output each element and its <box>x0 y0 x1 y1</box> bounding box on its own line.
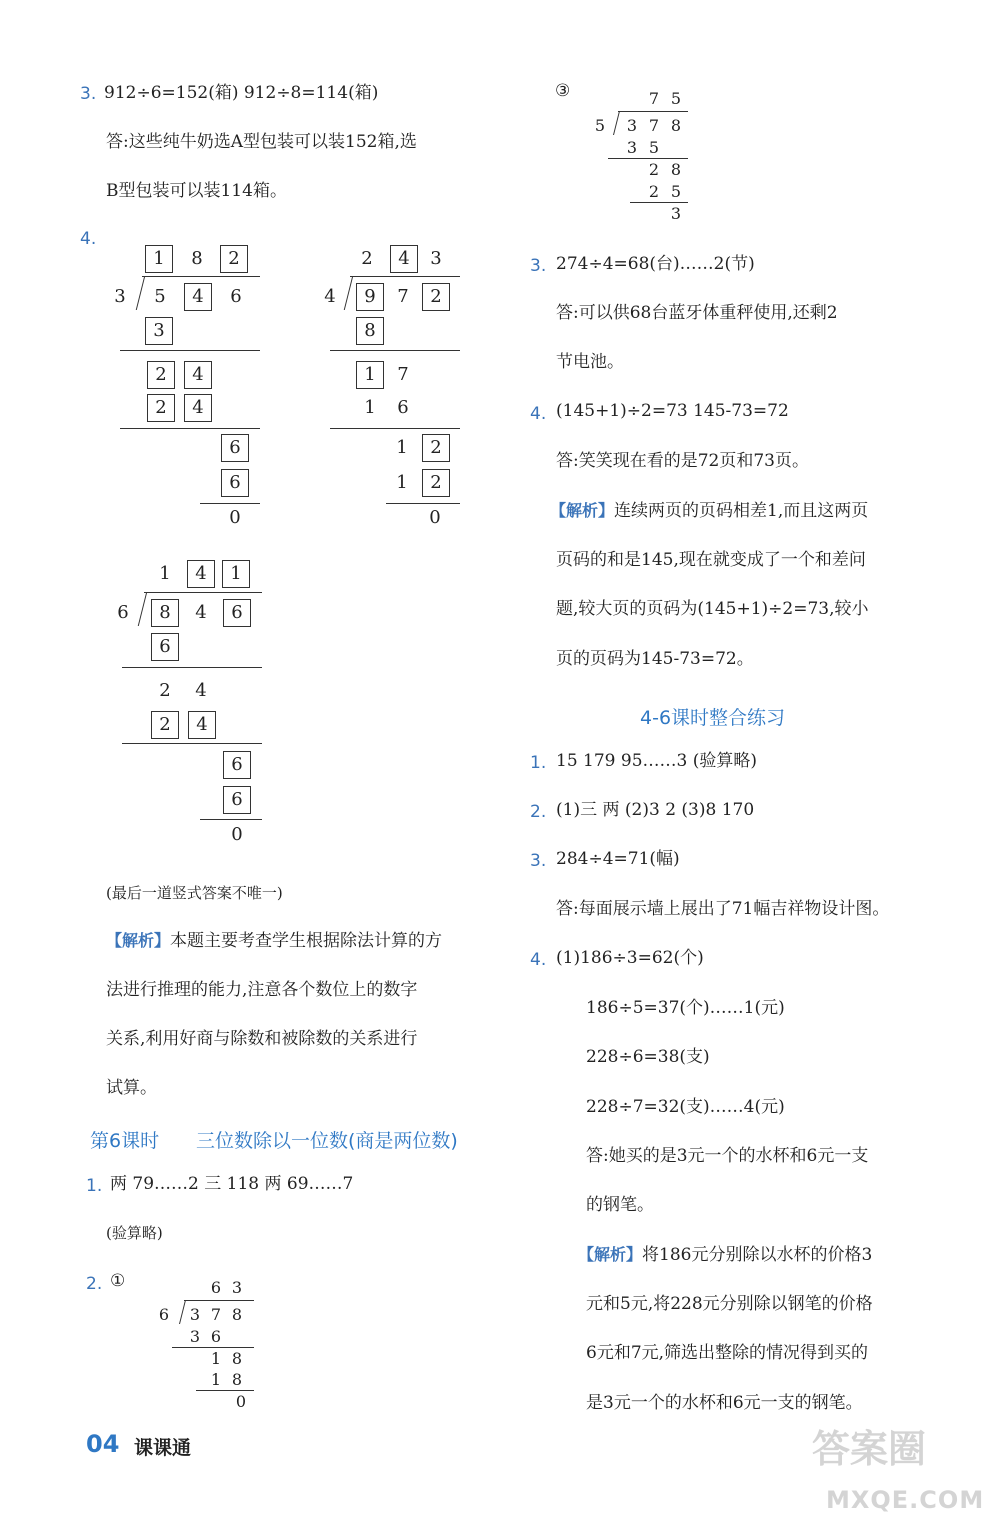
dividend-digit: 4 <box>192 286 204 307</box>
quotient-digit: 4 <box>398 248 410 269</box>
remainder: 0 <box>231 824 243 845</box>
quotient-digit: 1 <box>153 248 165 269</box>
question-number: 1. <box>530 753 547 773</box>
step-digit: 1 <box>364 397 376 418</box>
analysis-line: 6元和7元,筛选出整除的情况得到买的 <box>586 1343 869 1363</box>
note: (最后一道竖式答案不唯一) <box>106 884 283 902</box>
watermark-logo: 答案圈 <box>812 1427 927 1471</box>
section-title: 4-6课时整合练习 <box>640 707 786 729</box>
dividend-digit: 7 <box>210 1305 222 1324</box>
dividend-digit: 8 <box>670 116 682 135</box>
answer-line: 节电池。 <box>556 352 624 372</box>
quotient-digit: 1 <box>159 563 171 584</box>
quotient-digit: 4 <box>195 563 207 584</box>
quotient-digit: 2 <box>228 248 240 269</box>
answer-line: 两 79……2 三 118 两 69……7 <box>110 1174 354 1194</box>
analysis-line: 【 解析 】 将186元分别除以水杯的价格3 <box>578 1244 872 1266</box>
remainder: 0 <box>229 507 241 528</box>
question-number: 2. <box>86 1274 103 1294</box>
step-digit: 4 <box>195 680 207 701</box>
watermark-url: MXQE.COM <box>826 1486 985 1514</box>
quotient-digit: 5 <box>670 89 682 108</box>
step-digit: 1 <box>396 472 408 493</box>
remainder: 3 <box>670 204 682 223</box>
step-digit: 4 <box>192 364 204 385</box>
step-digit: 8 <box>670 160 682 179</box>
analysis-line: 题,较大页的页码为(145+1)÷2=73,较小 <box>556 599 869 619</box>
step-digit: 2 <box>648 160 660 179</box>
step-digit: 1 <box>364 364 376 385</box>
analysis-line: 元和5元,将228元分别除以钢笔的价格 <box>586 1294 873 1314</box>
step-digit: 2 <box>159 680 171 701</box>
page-number: 04 <box>86 1430 120 1458</box>
quotient-digit: 1 <box>230 563 242 584</box>
quotient-digit: 2 <box>361 248 373 269</box>
step-digit: 2 <box>155 397 167 418</box>
dividend-digit: 8 <box>231 1305 243 1324</box>
quotient-digit: 8 <box>191 248 203 269</box>
equation: 228÷7=32(支)……4(元) <box>586 1097 785 1117</box>
analysis-tag: 【 解析 】 <box>578 1245 642 1264</box>
question-number: 3. <box>530 256 547 276</box>
sub-label: ① <box>110 1271 126 1291</box>
analysis-line: 法进行推理的能力,注意各个数位上的数字 <box>106 980 418 1000</box>
step-digit: 8 <box>231 1349 243 1368</box>
answer-line: 答:这些纯牛奶选A型包装可以装152箱,选 <box>106 132 417 152</box>
dividend-digit: 5 <box>154 286 166 307</box>
step-digit: 3 <box>626 138 638 157</box>
step-digit: 6 <box>229 437 241 458</box>
step-digit: 3 <box>189 1327 201 1346</box>
equation: 228÷6=38(支) <box>586 1047 710 1067</box>
equation: (1)186÷3=62(个) <box>556 948 704 968</box>
answer-line: (1)三 两 (2)3 2 (3)8 170 <box>556 800 755 820</box>
quotient-digit: 3 <box>231 1278 243 1297</box>
equation: 186÷5=37(个)……1(元) <box>586 998 785 1018</box>
step-digit: 2 <box>430 437 442 458</box>
step-digit: 7 <box>397 364 409 385</box>
analysis-line: 页的页码为145-73=72。 <box>556 649 754 669</box>
equation: (145+1)÷2=73 145-73=72 <box>556 401 789 421</box>
book-title: 课课通 <box>134 1437 192 1459</box>
step-digit: 1 <box>396 437 408 458</box>
step-digit: 1 <box>210 1349 222 1368</box>
question-number: 1. <box>86 1176 103 1196</box>
dividend-digit: 2 <box>430 286 442 307</box>
divisor: 5 <box>594 116 606 135</box>
dividend-digit: 7 <box>648 116 660 135</box>
quotient-digit: 6 <box>210 1278 222 1297</box>
step-digit: 2 <box>155 364 167 385</box>
step-digit: 3 <box>153 320 165 341</box>
question-number: 3. <box>80 84 97 104</box>
dividend-digit: 8 <box>159 602 171 623</box>
divisor: 6 <box>158 1305 170 1324</box>
analysis-line: 是3元一个的水杯和6元一支的钢笔。 <box>586 1393 863 1413</box>
answer-line: 答:可以供68台蓝牙体重秤使用,还剩2 <box>556 303 838 323</box>
answer-line: 答:笑笑现在看的是72页和73页。 <box>556 451 809 471</box>
step-digit: 6 <box>231 789 243 810</box>
question-number: 4. <box>530 950 547 970</box>
equation: 274÷4=68(台)……2(节) <box>556 254 755 274</box>
analysis-line: 【 解析 】 本题主要考查学生根据除法计算的方 <box>106 930 442 952</box>
step-digit: 4 <box>192 397 204 418</box>
dividend-digit: 7 <box>397 286 409 307</box>
step-digit: 4 <box>196 714 208 735</box>
divisor: 6 <box>117 602 129 623</box>
answer-line: 15 179 95……3 (验算略) <box>556 751 758 771</box>
analysis-line: 页码的和是145,现在就变成了一个和差问 <box>556 550 866 570</box>
analysis-line: 关系,利用好商与除数和被除数的关系进行 <box>106 1029 418 1049</box>
quotient-digit: 7 <box>648 89 660 108</box>
analysis-line: 【 解析 】 连续两页的页码相差1,而且这两页 <box>550 500 868 522</box>
equation: 912÷6=152(箱) 912÷8=114(箱) <box>104 83 379 103</box>
dividend-digit: 3 <box>189 1305 201 1324</box>
step-digit: 2 <box>430 472 442 493</box>
step-digit: 8 <box>364 320 376 341</box>
dividend-digit: 3 <box>626 116 638 135</box>
divisor: 4 <box>324 286 336 307</box>
remainder: 0 <box>235 1392 247 1411</box>
dividend-digit: 6 <box>231 602 243 623</box>
step-digit: 6 <box>210 1327 222 1346</box>
analysis-line: 试算。 <box>106 1078 157 1098</box>
lesson-title: 三位数除以一位数(商是两位数) <box>196 1130 458 1152</box>
answer-line: 的钢笔。 <box>586 1195 654 1215</box>
dividend-digit: 6 <box>230 286 242 307</box>
question-number: 4. <box>80 229 97 249</box>
step-digit: 6 <box>397 397 409 418</box>
divisor: 3 <box>114 286 126 307</box>
question-number: 3. <box>530 851 547 871</box>
step-digit: 6 <box>231 754 243 775</box>
remainder: 0 <box>429 507 441 528</box>
dividend-digit: 4 <box>195 602 207 623</box>
step-digit: 8 <box>231 1370 243 1389</box>
step-digit: 5 <box>648 138 660 157</box>
equation: 284÷4=71(幅) <box>556 849 680 869</box>
step-digit: 5 <box>670 182 682 201</box>
step-digit: 1 <box>210 1370 222 1389</box>
step-digit: 2 <box>159 714 171 735</box>
note: (验算略) <box>106 1224 163 1242</box>
sub-label: ③ <box>555 81 571 101</box>
analysis-tag: 【 解析 】 <box>106 931 170 950</box>
question-number: 4. <box>530 404 547 424</box>
answer-line: 答:她买的是3元一个的水杯和6元一支 <box>586 1146 869 1166</box>
quotient-digit: 3 <box>430 248 442 269</box>
step-digit: 6 <box>159 636 171 657</box>
analysis-tag: 【 解析 】 <box>550 501 614 520</box>
step-digit: 2 <box>648 182 660 201</box>
answer-line: 答:每面展示墙上展出了71幅吉祥物设计图。 <box>556 899 890 919</box>
question-number: 2. <box>530 802 547 822</box>
lesson-label: 第6课时 <box>90 1130 160 1152</box>
step-digit: 6 <box>229 472 241 493</box>
dividend-digit: 9 <box>364 286 376 307</box>
answer-line: B型包装可以装114箱。 <box>106 181 287 201</box>
